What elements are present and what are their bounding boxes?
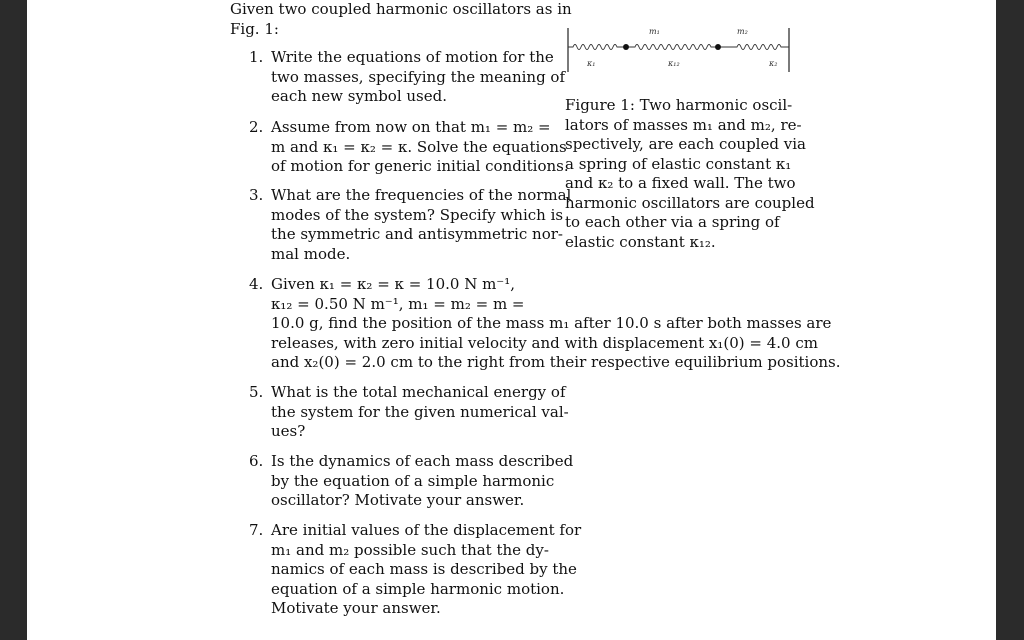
question-line: namics of each mass is described by the	[271, 560, 577, 578]
question-line: and x₂(0) = 2.0 cm to the right from their respective equilibrium positions.	[271, 353, 841, 371]
mass-m2	[715, 44, 721, 50]
question-3	[271, 186, 571, 264]
caption-line: and κ₂ to a fixed wall. The two	[565, 174, 796, 192]
question-number: 3.	[249, 186, 264, 204]
spring-k12	[629, 45, 715, 50]
question-line: by the equation of a simple harmonic	[271, 471, 555, 490]
question-line: two masses, specifying the meaning of	[271, 67, 566, 86]
question-line: the system for the given numerical val-	[271, 402, 569, 421]
question-line: Is the dynamics of each mass described	[271, 452, 574, 470]
question-line: mal mode.	[271, 244, 351, 263]
question-line: Assume from now on that m₁ = m₂ =	[271, 118, 551, 136]
question-6	[271, 452, 573, 511]
intro-line: Given two coupled harmonic oscillators as in	[230, 0, 572, 18]
caption-line: harmonic oscillators are coupled	[565, 193, 815, 212]
question-7	[271, 521, 581, 619]
question-line: Are initial values of the displacement for	[271, 521, 582, 539]
question-1	[271, 48, 565, 107]
question-line: Motivate your answer.	[271, 599, 441, 617]
question-line: m₁ and m₂ possible such that the dy-	[271, 540, 549, 559]
mass-m1	[623, 44, 629, 50]
caption-line: elastic constant κ₁₂.	[565, 232, 716, 251]
question-number: 2.	[249, 118, 264, 136]
question-line: What are the frequencies of the normal	[271, 186, 572, 204]
spring-k2	[721, 45, 789, 50]
question-line: What is the total mechanical energy of	[271, 383, 566, 401]
label-k12: κ₁₂	[668, 59, 680, 68]
question-line: releases, with zero initial velocity and with displacement x₁(0) = 4.0 cm	[271, 333, 818, 352]
label-k2: κ₂	[769, 59, 778, 68]
question-line: Write the equations of motion for the	[271, 48, 554, 66]
question-number: 4.	[249, 275, 264, 293]
question-line: ues?	[271, 422, 306, 440]
question-line: 10.0 g, find the position of the mass m₁ after 10.0 s after both masses are	[271, 314, 832, 332]
label-m1: m₁	[649, 27, 660, 36]
question-number: 6.	[249, 452, 264, 470]
document-page	[27, 0, 996, 640]
question-number: 1.	[249, 48, 264, 66]
caption-line: spectively, are each coupled via	[565, 135, 806, 153]
spring-k1	[568, 45, 623, 50]
intro-text	[230, 0, 572, 39]
caption-line: a spring of elastic constant κ₁	[565, 154, 792, 173]
caption-line: Figure 1: Two harmonic oscil-	[565, 96, 793, 114]
question-line: Given κ₁ = κ₂ = κ = 10.0 N m⁻¹,	[271, 275, 516, 293]
caption-line: lators of masses m₁ and m₂, re-	[565, 115, 802, 134]
question-5	[271, 383, 569, 442]
question-line: modes of the system? Specify which is	[271, 205, 564, 224]
question-line: the symmetric and antisymmetric nor-	[271, 225, 563, 243]
figure-caption	[565, 96, 815, 252]
question-line: oscillator? Motivate your answer.	[271, 491, 525, 509]
coupled-oscillator-figure	[565, 22, 793, 78]
question-line: of motion for generic initial conditions.	[271, 157, 569, 175]
question-line: κ₁₂ = 0.50 N m⁻¹, m₁ = m₂ = m =	[271, 294, 525, 313]
label-k1: κ₁	[587, 59, 596, 68]
question-number: 5.	[249, 383, 264, 401]
question-line: m and κ₁ = κ₂ = κ. Solve the equations	[271, 137, 567, 156]
intro-line: Fig. 1:	[230, 19, 279, 38]
question-number: 7.	[249, 521, 264, 539]
caption-line: to each other via a spring of	[565, 213, 780, 231]
label-m2: m₂	[737, 27, 748, 36]
question-2	[271, 118, 569, 177]
question-line: each new symbol used.	[271, 87, 447, 105]
question-line: equation of a simple harmonic motion.	[271, 579, 565, 598]
question-4	[271, 275, 840, 373]
